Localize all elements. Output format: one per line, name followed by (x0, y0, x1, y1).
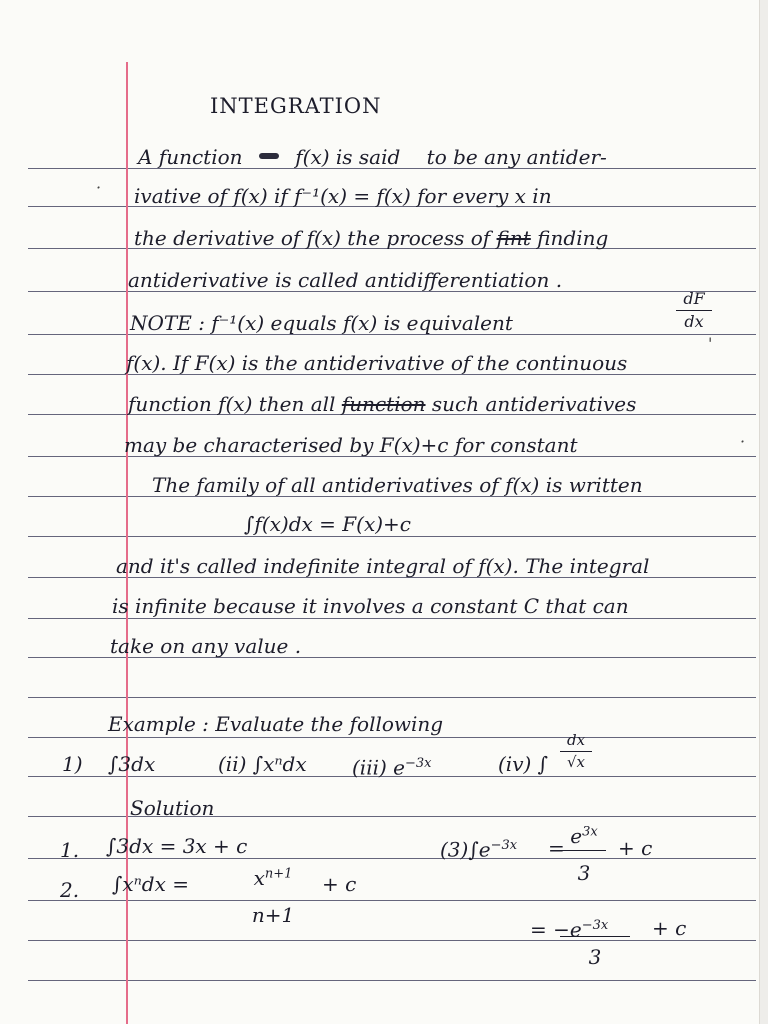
question-3: (iii) $e^{-3x}$ (352, 755, 432, 780)
stray-mark: · (96, 178, 102, 197)
answer-3b-lhs: = $-e^{-3x}$ (530, 917, 609, 942)
question-1: ∫3dx (108, 752, 156, 776)
answer-2-lhs: ∫xⁿdx = (112, 872, 190, 896)
note-line-4: antiderivative is called antidifferentiation . (128, 268, 563, 292)
note-line-5: NOTE : f⁻¹(x) equals f(x) is equivalent (130, 311, 513, 335)
note-line-13: take on any value . (110, 634, 302, 658)
question-2: (ii) ∫xⁿdx (218, 752, 307, 776)
answer-3b-constant: + c (652, 916, 687, 940)
ruled-line (28, 697, 756, 698)
example-number: 1) (62, 752, 83, 776)
note-line-6: f(x). If F(x) is the antiderivative of the continuous (126, 351, 628, 375)
ruled-line (28, 536, 756, 537)
fraction-denominator: 3 (577, 860, 591, 885)
note-line-2: ivative of f(x) if f⁻¹(x) = f(x) for every x in (134, 184, 552, 208)
fraction-numerator: $x^{n+1}$ (253, 865, 293, 890)
question-4: (iv) ∫ (498, 752, 549, 776)
stray-mark: · (740, 432, 746, 451)
page-title: INTEGRATION (210, 94, 382, 118)
note-line-8: may be characterised by F(x)+c for constant (124, 433, 578, 457)
answer-3-equals: = (548, 836, 565, 860)
fraction-denominator: 3 (588, 945, 602, 969)
answer-3-fraction (562, 820, 606, 885)
example-heading: Example : Evaluate the following (108, 712, 444, 736)
note-line-3: the derivative of f(x) the process of fint finding (134, 226, 609, 250)
answer-3-constant: + c (618, 836, 653, 860)
ruled-line (28, 940, 756, 941)
ruled-line (28, 980, 756, 981)
answer-2-fraction (232, 862, 314, 927)
fraction-denominator: √x (566, 753, 586, 771)
note-line-1: A function f(x) is said to be any antider- (138, 145, 607, 169)
solution-heading: Solution (130, 796, 215, 820)
fraction-dF-dx (676, 290, 712, 331)
ruled-line (28, 900, 756, 901)
answer-2-constant: + c (322, 872, 357, 896)
formula-indefinite-integral: ∫f(x)dx = F(x)+c (244, 512, 411, 536)
fraction-denominator: n+1 (251, 902, 295, 927)
fraction-denominator: dx (684, 312, 704, 331)
note-line-12: is infinite because it involves a constant C that can (112, 594, 629, 618)
fraction-numerator: dF (683, 289, 705, 308)
answer-1: ∫3dx = 3x + c (106, 834, 248, 858)
scribble-blot (259, 153, 279, 159)
ruled-line (28, 618, 756, 619)
answer-2-number: 2. (60, 878, 80, 902)
question-4-fraction (560, 732, 592, 771)
note-line-9: The family of all antiderivatives of f(x) is written (152, 473, 643, 497)
note-line-11: and it's called indefinite integral of f(x). The integral (116, 554, 650, 578)
answer-1-number: 1. (60, 838, 80, 862)
fraction-numerator: dx (566, 731, 586, 749)
note-line-7: function f(x) then all function such antiderivatives (128, 392, 637, 416)
ruled-line (28, 737, 756, 738)
page-edge (759, 0, 768, 1024)
answer-3b-fraction (560, 936, 630, 969)
stray-mark: ' (708, 334, 713, 353)
fraction-numerator: $e^{3x}$ (570, 823, 598, 848)
answer-3-lhs: $(3)\int e^{-3x}$ (440, 837, 518, 862)
